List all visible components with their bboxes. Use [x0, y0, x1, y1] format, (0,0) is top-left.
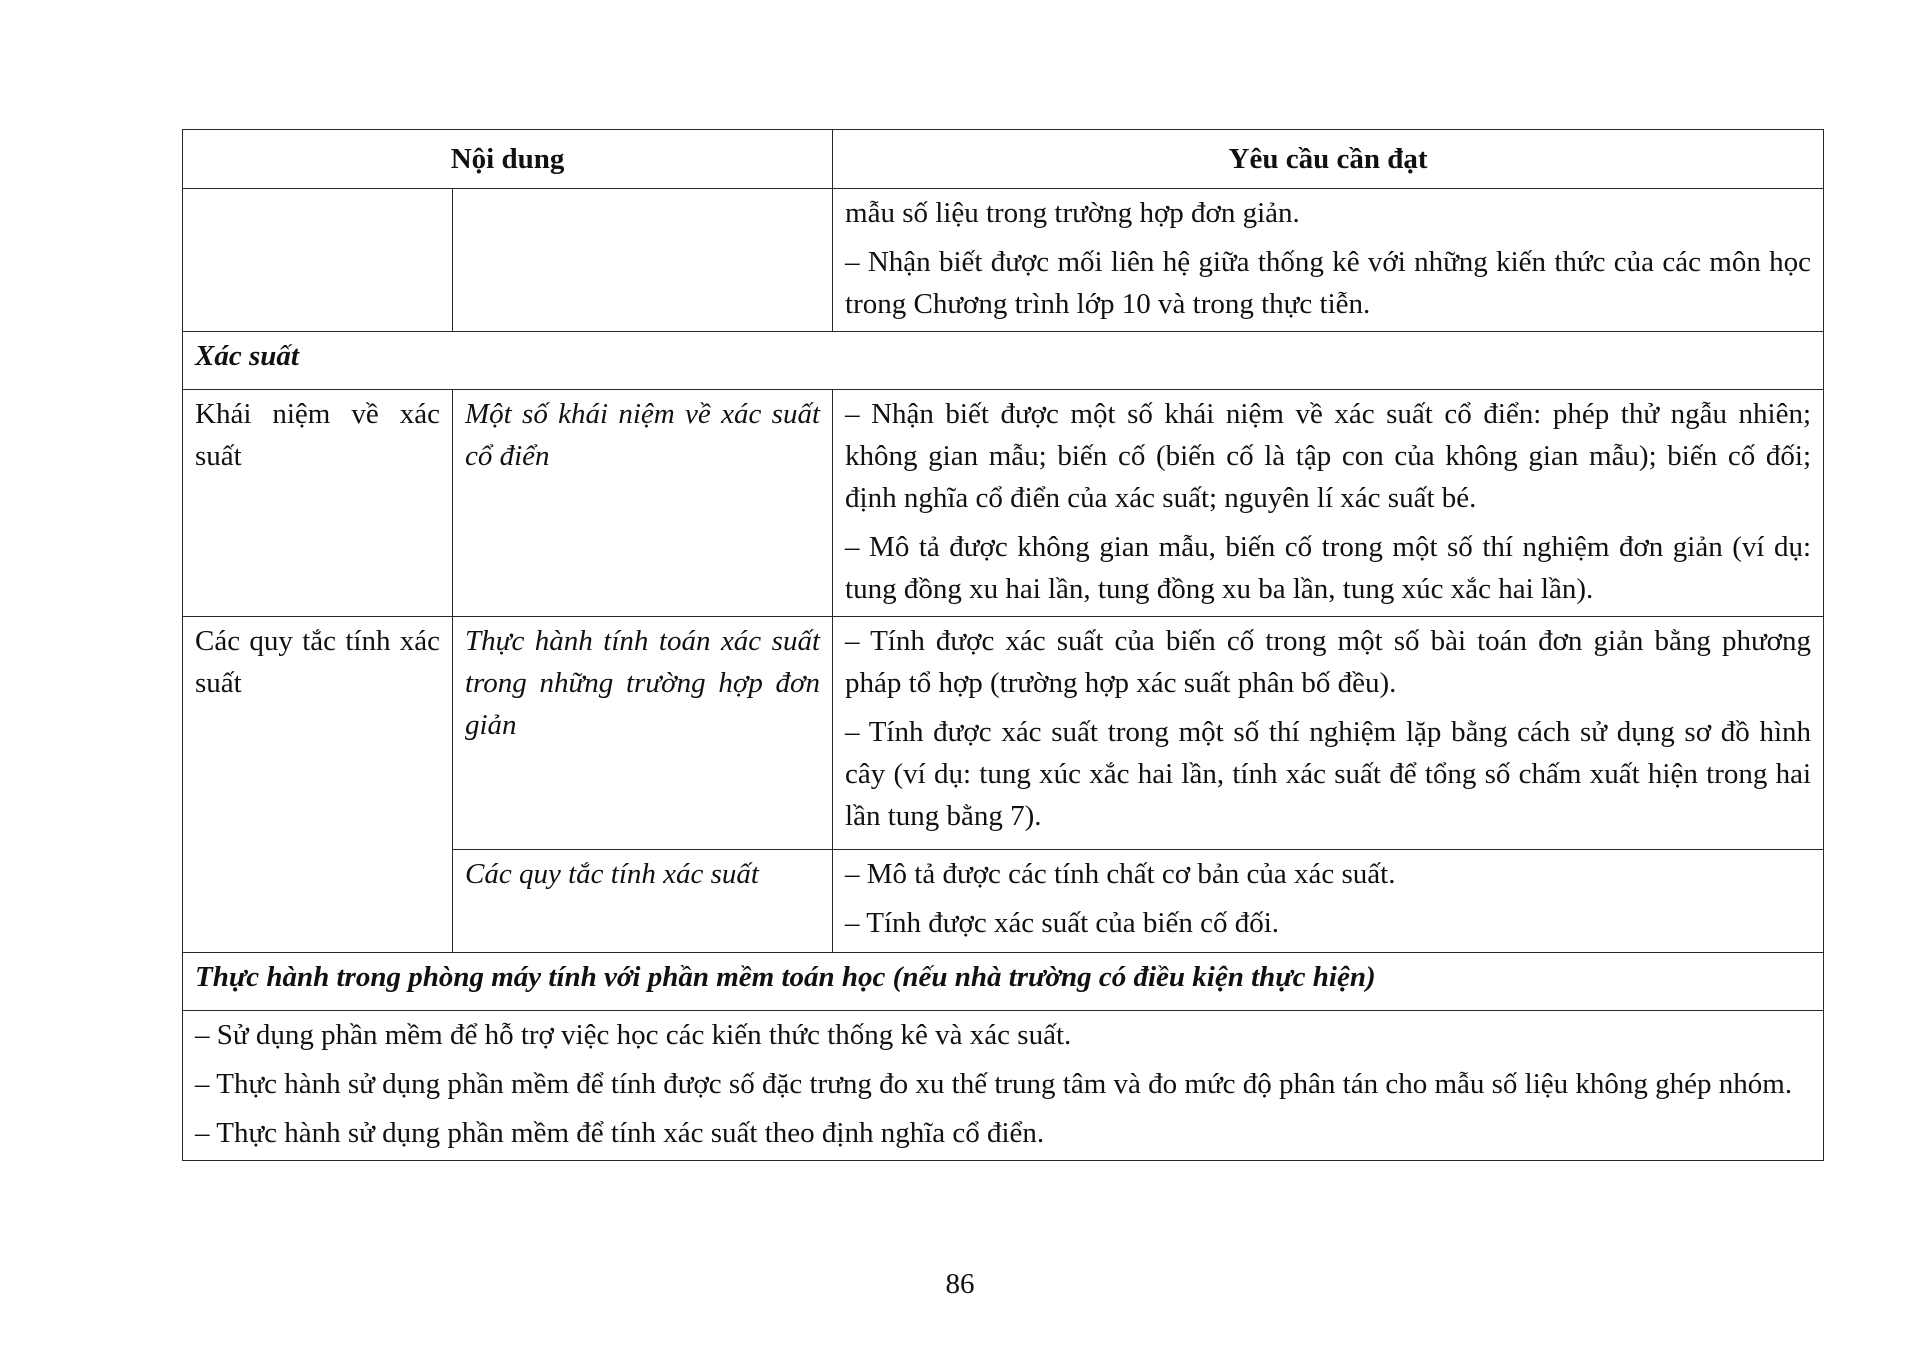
empty-cell	[183, 189, 453, 332]
table-row	[183, 189, 1824, 332]
practice-item: – Thực hành sử dụng phần mềm để tính được số đặc trưng đo xu thế trung tâm và đo mức độ phân tán cho mẫu số liệu không ghép nhóm.	[195, 1068, 1793, 1100]
table-row	[183, 1011, 1824, 1161]
requirements-cell	[833, 390, 1824, 617]
header-content: Nội dung	[183, 130, 833, 189]
subtopic-cell: Thực hành tính toán xác suất trong những trường hợp đơn giản	[453, 617, 833, 850]
table-row	[183, 617, 1824, 850]
subtopic-cell: Một số khái niệm về xác suất cổ điển	[453, 390, 833, 617]
table-header-row	[183, 130, 1824, 189]
requirement-text: – Tính được xác suất trong một số thí nghiệm lặp bằng cách sử dụng sơ đồ hình cây (ví dụ: tung xúc xắc hai lần, tính xác suất để tổng số chấm xuất hiện trong hai lần tung bằng 7).	[845, 716, 1812, 832]
practice-cell	[183, 1011, 1824, 1161]
header-requirements: Yêu cầu cần đạt	[833, 130, 1824, 189]
requirement-text: – Mô tả được các tính chất cơ bản của xác suất.	[845, 858, 1396, 890]
empty-cell	[453, 189, 833, 332]
requirements-cell	[833, 617, 1824, 850]
subtopic-cell: Các quy tắc tính xác suất	[453, 850, 833, 953]
requirements-cell	[833, 189, 1824, 332]
requirement-text: – Mô tả được không gian mẫu, biến cố trong một số thí nghiệm đơn giản (ví dụ: tung đồng xu hai lần, tung đồng xu ba lần, tung xúc xắc hai lần).	[845, 531, 1812, 605]
page-number: 86	[945, 1268, 975, 1300]
requirement-text: mẫu số liệu trong trường hợp đơn giản.	[845, 197, 1300, 229]
requirement-text: – Nhận biết được mối liên hệ giữa thống kê với những kiến thức của các môn học trong Chương trình lớp 10 và trong thực tiễn.	[845, 246, 1812, 320]
requirement-text: – Nhận biết được một số khái niệm về xác suất cổ điển: phép thử ngẫu nhiên; không gian mẫu; biến cố (biến cố là tập con của không gian mẫu); biến cố đối; định nghĩa cổ điển của xác suất; nguyên lí xác suất bé.	[845, 398, 1812, 514]
table-row	[183, 390, 1824, 617]
topic-cell: Các quy tắc tính xác suất	[183, 617, 453, 953]
requirement-text: – Tính được xác suất của biến cố đối.	[845, 907, 1279, 939]
section-row	[183, 332, 1824, 390]
section-title-probability: Xác suất	[183, 332, 1824, 390]
requirements-cell	[833, 850, 1824, 953]
requirement-text: – Tính được xác suất của biến cố trong một số bài toán đơn giản bằng phương pháp tổ hợp (trường hợp xác suất phân bố đều).	[845, 625, 1812, 699]
practice-item: – Thực hành sử dụng phần mềm để tính xác suất theo định nghĩa cổ điển.	[195, 1117, 1045, 1149]
curriculum-table	[182, 129, 1824, 1161]
section-title-practice: Thực hành trong phòng máy tính với phần mềm toán học (nếu nhà trường có điều kiện thực hiện)	[183, 953, 1824, 1011]
practice-item: – Sử dụng phần mềm để hỗ trợ việc học các kiến thức thống kê và xác suất.	[195, 1019, 1072, 1051]
topic-cell: Khái niệm về xác suất	[183, 390, 453, 617]
section-row	[183, 953, 1824, 1011]
